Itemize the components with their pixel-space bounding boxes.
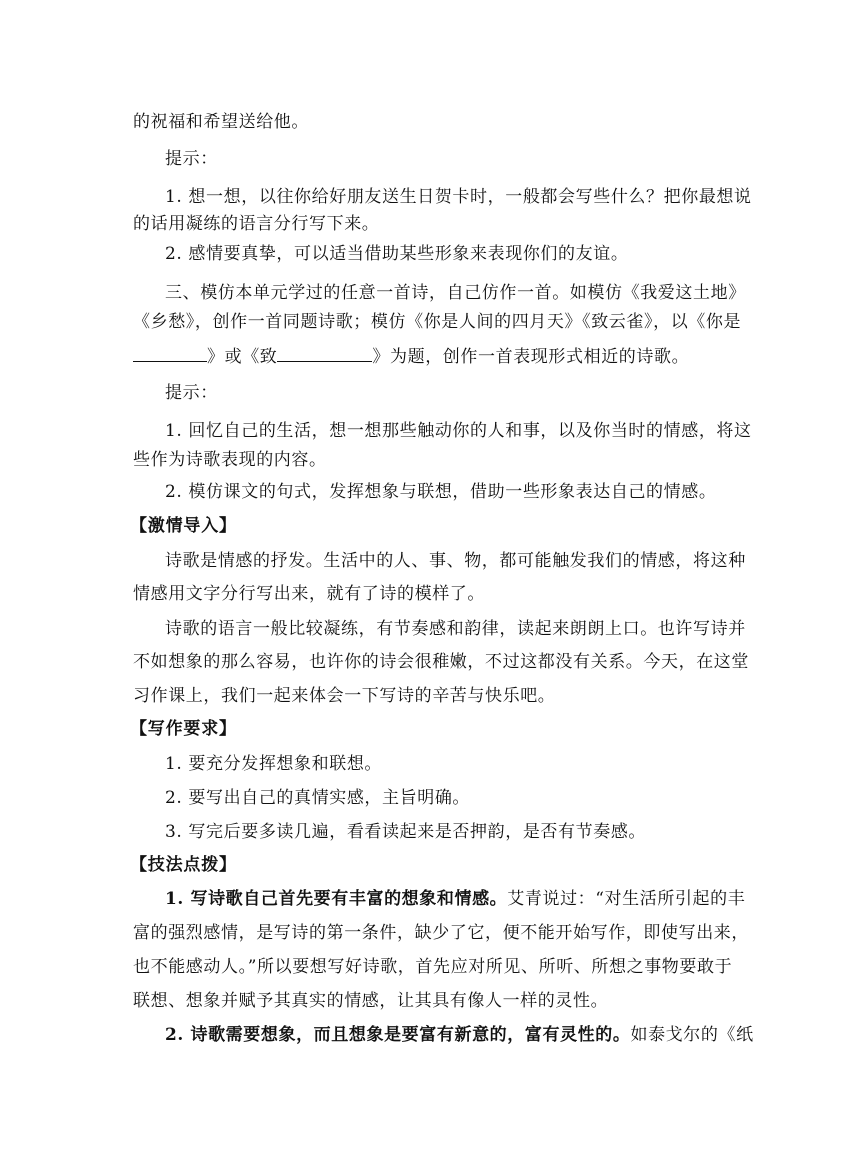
paragraph-line: [165, 887, 860, 911]
paragraph-line: 《乡愁》，创作一首同题诗歌；模仿《你是人间的四月天》《致云雀》，以《你是: [133, 312, 742, 332]
list-item: 3. 写完后要多读几遍，看看读起来是否押韵，是否有节奏感。: [165, 822, 647, 842]
paragraph-line: 联想、想象并赋予其真实的情感，让其具有像人一样的灵性。: [133, 991, 609, 1011]
paragraph-line: [133, 345, 860, 369]
paragraph-line: 2. 感情要真挚，可以适当借助某些形象来表现你们的友谊。: [165, 244, 629, 264]
section-heading: 【技法点拨】: [130, 855, 237, 875]
section-heading: 【激情导入】: [130, 516, 237, 536]
bold-lead: 2. 诗歌需要想象，而且想象是要富有新意的，富有灵性的。: [165, 1025, 631, 1045]
paragraph-line: 三、模仿本单元学过的任意一首诗，自己仿作一首。如模仿《我爱这土地》: [165, 283, 746, 303]
hint-label: 提示：: [165, 149, 218, 169]
paragraph-line: 诗歌是情感的抒发。生活中的人、事、物，都可能触发我们的情感，将这种: [165, 551, 746, 571]
paragraph-line: 习作课上，我们一起来体会一下写诗的辛苦与快乐吧。: [133, 686, 556, 706]
paragraph-line: 诗歌的语言一般比较凝练，有节奏感和韵律，读起来朗朗上口。也许写诗并: [165, 619, 746, 639]
list-item: 2. 要写出自己的真情实感，主旨明确。: [165, 788, 471, 808]
paragraph-line: [165, 1023, 860, 1047]
paragraph-text: 》或《致: [207, 347, 278, 367]
paragraph-line: 情感用文字分行写出来，就有了诗的模样了。: [133, 584, 485, 604]
paragraph-text: 艾青说过：“对生活所引起的丰: [507, 889, 746, 909]
paragraph-line: 也不能感动人。”所以要想写好诗歌，首先应对所见、所听、所想之事物要敢于: [133, 957, 733, 977]
paragraph-line: 的话用凝练的语言分行写下来。: [133, 214, 380, 234]
paragraph-line: 富的强烈感情，是写诗的第一条件，缺少了它，便不能开始写作，即使写出来，: [133, 923, 749, 943]
paragraph-line: 的祝福和希望送给他。: [133, 112, 309, 132]
paragraph-line: 不如想象的那么容易，也许你的诗会很稚嫩，不过这都没有关系。今天，在这堂: [133, 652, 749, 672]
fill-blank: [277, 346, 372, 362]
paragraph-line: 1. 回忆自己的生活，想一想那些触动你的人和事，以及你当时的情感，将这: [165, 421, 752, 441]
paragraph-line: 2. 模仿课文的句式，发挥想象与联想，借助一些形象表达自己的情感。: [165, 482, 717, 502]
paragraph-line: 1. 想一想，以往你给好朋友送生日贺卡时，一般都会写些什么？把你最想说: [165, 187, 752, 207]
hint-label: 提示：: [165, 383, 218, 403]
fill-blank: [133, 346, 207, 362]
section-heading: 【写作要求】: [130, 719, 237, 739]
paragraph-text: 如泰戈尔的《纸: [630, 1025, 754, 1045]
list-item: 1. 要充分发挥想象和联想。: [165, 754, 383, 774]
bold-lead: 1. 写诗歌自己首先要有丰富的想象和情感。: [165, 889, 508, 909]
paragraph-text: 》为题，创作一首表现形式相近的诗歌。: [372, 347, 690, 367]
paragraph-line: 些作为诗歌表现的内容。: [133, 450, 327, 470]
